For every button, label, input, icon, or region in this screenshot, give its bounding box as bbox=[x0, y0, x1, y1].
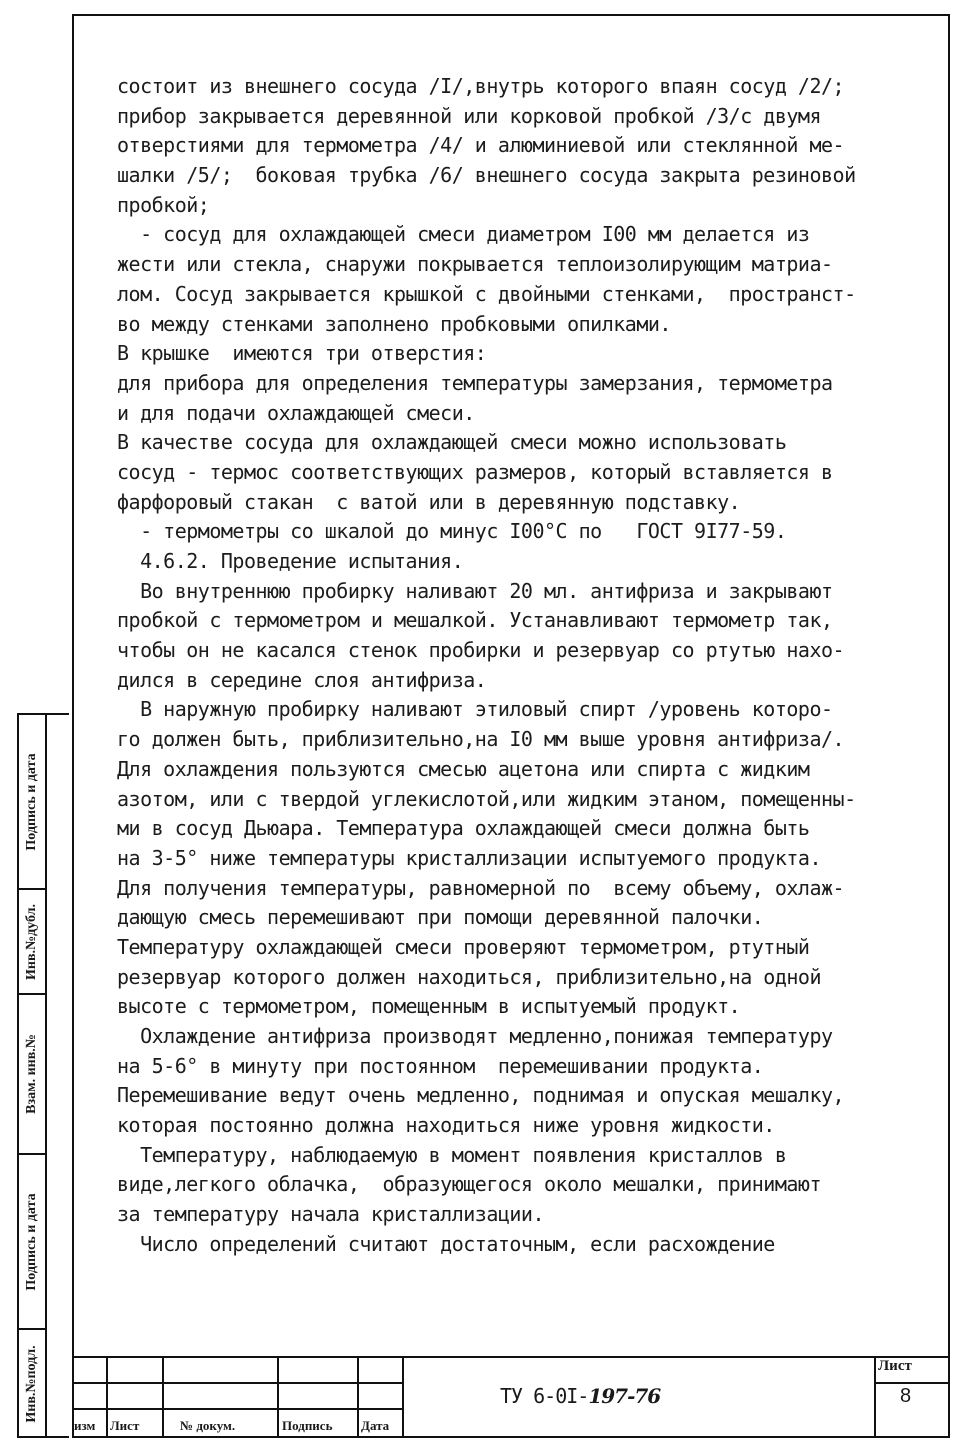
text-line: на 3-5° ниже температуры кристаллизации испытуемого продукта. bbox=[117, 845, 822, 870]
text-line: В крышке имеются три отверстия: bbox=[117, 341, 487, 366]
label-original-inv: Инв.№подл. bbox=[24, 1345, 39, 1423]
title-block-col-line-5 bbox=[402, 1358, 404, 1438]
title-block-col-line-2 bbox=[162, 1358, 164, 1438]
side-stamp-fields bbox=[47, 715, 69, 1436]
text-line: которая постоянно должна находиться ниже уровня жидкости. bbox=[117, 1113, 775, 1138]
text-line: за температуру начала кристаллизации. bbox=[117, 1202, 545, 1227]
title-block-col-line-1 bbox=[106, 1358, 108, 1438]
text-line: виде,легкого облачка, образующегося около мешалки, принимают bbox=[117, 1172, 822, 1197]
text-line: Температуру охлаждающей смеси проверяют термометром, ртутный bbox=[117, 934, 810, 959]
document-body bbox=[117, 72, 943, 1260]
title-block-col-line-4 bbox=[357, 1358, 359, 1438]
text-line: ми в сосуд Дьюара. Температура охлаждающей смеси должна быть bbox=[117, 816, 810, 841]
text-line: Температуру, наблюдаемую в момент появления кристаллов в bbox=[117, 1142, 787, 1167]
text-line: В наружную пробирку наливают этиловый спирт /уровень которо- bbox=[117, 697, 833, 722]
sheet-label: Лист bbox=[878, 1358, 912, 1374]
text-line: состоит из внешнего сосуда /I/,внутрь которого впаян сосуд /2/; bbox=[117, 74, 845, 98]
text-line: чтобы он не касался стенок пробирки и резервуар со ртутью нахо- bbox=[117, 638, 845, 663]
text-line: пробкой; bbox=[117, 192, 210, 217]
text-line: - термометры со шкалой до минус I00°С по ГОСТ 9I77-59. bbox=[117, 519, 787, 544]
document-number-handwritten: 197-76 bbox=[588, 1384, 661, 1408]
title-block-sheet-line bbox=[874, 1382, 950, 1384]
cell-replacement-inv bbox=[19, 995, 45, 1155]
text-line: - сосуд для охлаждающей смеси диаметром I00 мм делается из bbox=[117, 222, 810, 247]
cell-original-inv bbox=[19, 1330, 45, 1438]
sheet-number: 8 bbox=[900, 1385, 912, 1407]
title-block-col-line-6 bbox=[874, 1358, 876, 1438]
text-line: Охлаждение антифриза производят медленно,понижая температуру bbox=[117, 1024, 833, 1048]
text-line: дился в середине слоя антифриза. bbox=[117, 667, 487, 692]
text-line: отверстиями для термометра /4/ и алюминиевой или стеклянной ме- bbox=[117, 133, 845, 158]
text-line: и для подачи охлаждающей смеси. bbox=[117, 400, 475, 425]
cell-signature-date-bottom bbox=[19, 1155, 45, 1330]
text-line: азотом, или с твердой углекислотой,или жидким этаном, помещенны- bbox=[117, 786, 856, 811]
label-signature-date-top: Подпись и дата bbox=[24, 752, 39, 851]
col-doc-no: № докум. bbox=[180, 1418, 236, 1433]
text-line: лом. Сосуд закрывается крышкой с двойными стенками, пространст- bbox=[117, 281, 856, 306]
document-number-prefix: ТУ 6-0I- bbox=[500, 1384, 589, 1408]
document-number bbox=[500, 1384, 660, 1408]
text-line: сосуд - термос соответствующих размеров, который вставляется в bbox=[117, 459, 833, 484]
cell-duplicate-inv bbox=[19, 890, 45, 995]
cell-signature-date-top bbox=[19, 715, 45, 890]
title-block-row-line-2 bbox=[72, 1408, 402, 1410]
col-sheet: Лист bbox=[110, 1418, 140, 1433]
text-line: Для получения температуры, равномерной по всему объему, охлаж- bbox=[117, 875, 845, 900]
title-block-col-line-3 bbox=[277, 1358, 279, 1438]
text-line: Перемешивание ведут очень медленно, поднимая и опуская мешалку, bbox=[117, 1083, 845, 1108]
title-block-row-line-1 bbox=[72, 1382, 402, 1384]
col-change: изм bbox=[74, 1418, 96, 1433]
text-line: Во внутреннюю пробирку наливают 20 мл. антифриза и закрывают bbox=[117, 578, 833, 603]
text-line: 4.6.2. Проведение испытания. bbox=[117, 549, 464, 573]
text-line: Число определений считают достаточным, если расхождение bbox=[117, 1231, 775, 1256]
label-replacement-inv: Взам. инв.№ bbox=[24, 1034, 39, 1114]
col-date: Дата bbox=[361, 1418, 390, 1433]
text-line: го должен быть, приблизительно,на I0 мм выше уровня антифриза/. bbox=[117, 727, 845, 752]
label-signature-date-bottom: Подпись и дата bbox=[24, 1192, 39, 1291]
text-line: высоте с термометром, помещенным в испытуемый продукт. bbox=[117, 994, 741, 1019]
text-line: фарфоровый стакан с ватой или в деревянную подставку. bbox=[117, 489, 741, 514]
label-duplicate-inv: Инв.№дубл. bbox=[24, 903, 39, 980]
text-line: шалки /5/; боковая трубка /6/ внешнего сосуда закрыта резиновой bbox=[117, 163, 856, 188]
text-line: дающую смесь перемешивают при помощи деревянной палочки. bbox=[117, 905, 764, 930]
text-line: для прибора для определения температуры замерзания, термометра bbox=[117, 370, 833, 395]
side-stamp-labels bbox=[19, 715, 47, 1436]
text-line: во между стенками заполнено пробковыми опилками. bbox=[117, 311, 671, 336]
text-line: на 5-6° в минуту при постоянном перемешивании продукта. bbox=[117, 1053, 764, 1078]
text-line: Для охлаждения пользуются смесью ацетона или спирта с жидким bbox=[117, 756, 810, 781]
text-line: пробкой с термометром и мешалкой. Устанавливают термометр так, bbox=[117, 608, 833, 633]
side-stamp bbox=[17, 713, 69, 1438]
text-line: жести или стекла, снаружи покрывается теплоизолирующим матриа- bbox=[117, 252, 833, 277]
text-line: резервуар которого должен находиться, приблизительно,на одной bbox=[117, 964, 822, 989]
col-signature: Подпись bbox=[282, 1418, 333, 1433]
text-line: прибор закрывается деревянной или корковой пробкой /3/с двумя bbox=[117, 103, 822, 128]
text-line: В качестве сосуда для охлаждающей смеси можно использовать bbox=[117, 430, 787, 455]
